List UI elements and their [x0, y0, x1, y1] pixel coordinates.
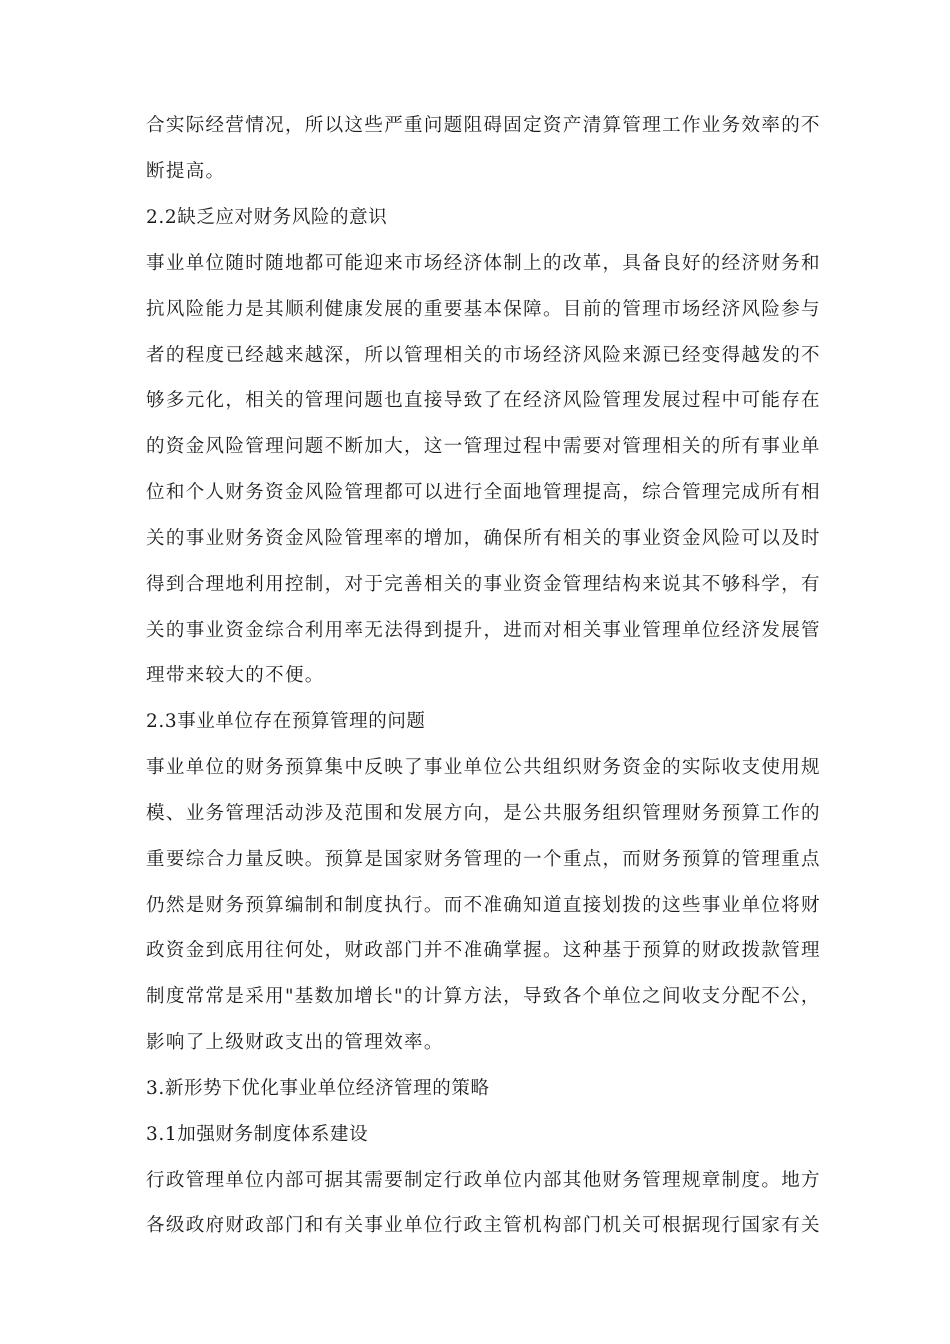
body-text-line: 政资金到底用往何处，财政部门并不准确掌握。这种基于预算的财政拨款管理: [146, 940, 821, 961]
body-text-line: 抗风险能力是其顺利健康发展的重要基本保障。目前的管理市场经济风险参与: [146, 299, 821, 320]
body-text-line: 仍然是财务预算编制和制度执行。而不准确知道直接划拨的这些事业单位将财: [146, 895, 821, 916]
body-text-line: 制度常常是采用"基数加增长"的计算方法，导致各个单位之间收支分配不公，: [146, 986, 821, 1007]
body-text-line: 关的事业资金综合利用率无法得到提升，进而对相关事业管理单位经济发展管: [146, 620, 821, 641]
body-text-line: 合实际经营情况，所以这些严重问题阻碍固定资产清算管理工作业务效率的不: [146, 115, 821, 136]
body-text-line: 事业单位的财务预算集中反映了事业单位公共组织财务资金的实际收支使用规: [146, 757, 821, 778]
body-text-line: 事业单位随时随地都可能迎来市场经济体制上的改革，具备良好的经济财务和: [146, 253, 821, 274]
body-text-line: 重要综合力量反映。预算是国家财务管理的一个重点，而财务预算的管理重点: [146, 849, 821, 870]
body-text-line: 理带来较大的不便。: [146, 665, 325, 686]
section-heading-3: 3.新形势下优化事业单位经济管理的策略: [146, 1078, 490, 1099]
body-text-line: 影响了上级财政支出的管理效率。: [146, 1032, 444, 1053]
body-text-line: 各级政府财政部门和有关事业单位行政主管机构部门机关可根据现行国家有关: [146, 1215, 821, 1236]
section-heading-2-2: 2.2缺乏应对财务风险的意识: [146, 207, 388, 228]
body-text-line: 够多元化，相关的管理问题也直接导致了在经济风险管理发展过程中可能存在: [146, 390, 821, 411]
body-text-line: 得到合理地利用控制，对于完善相关的事业资金管理结构来说其不够科学，有: [146, 574, 821, 595]
body-text-line: 断提高。: [146, 161, 226, 182]
body-text-line: 者的程度已经越来越深，所以管理相关的市场经济风险来源已经变得越发的不: [146, 345, 821, 366]
section-heading-3-1: 3.1加强财务制度体系建设: [146, 1124, 369, 1145]
body-text-line: 模、业务管理活动涉及范围和发展方向，是公共服务组织管理财务预算工作的: [146, 803, 821, 824]
body-text-line: 位和个人财务资金风险管理都可以进行全面地管理提高，综合管理完成所有相: [146, 482, 821, 503]
body-text-line: 的资金风险管理问题不断加大，这一管理过程中需要对管理相关的所有事业单: [146, 436, 821, 457]
section-heading-2-3: 2.3事业单位存在预算管理的问题: [146, 711, 426, 732]
body-text-line: 关的事业财务资金风险管理率的增加，确保所有相关的事业资金风险可以及时: [146, 528, 821, 549]
body-text-line: 行政管理单位内部可据其需要制定行政单位内部其他财务管理规章制度。地方: [146, 1170, 821, 1191]
